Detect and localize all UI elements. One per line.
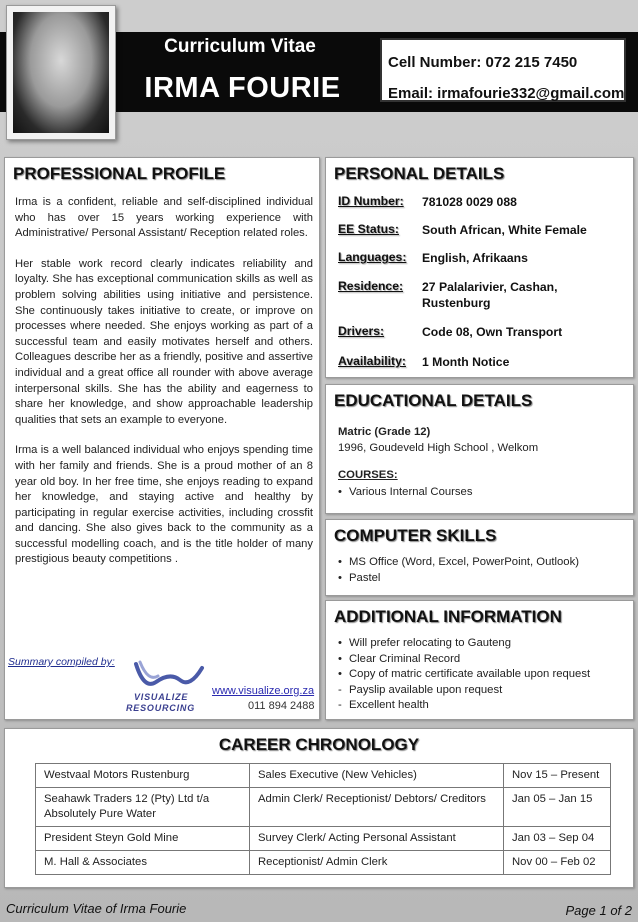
career-period: Nov 00 – Feb 02 [504,851,611,875]
table-row [36,851,611,875]
agency-phone: 011 894 2488 [248,700,315,712]
cell-number: Cell Number: 072 215 7450 [388,54,578,71]
personal-details-panel [325,157,634,378]
id-label: ID Number: [338,194,404,208]
profile-paragraph-3: Irma is a well balanced individual who enjoys spending time with her family and friends. She is a proud mother of an 8 year old boy. In her free time, she enjoys reading to expand her knowledge, and staying active and healthy by participating in regular exercise activities, including crossfit and dancing. She also gives back to the community as a successful modelling coach, and is the title holder of many prestigious beauty competitions . [15,444,313,566]
footer-document-title: Curriculum Vitae of Irma Fourie [6,901,187,916]
career-period: Jan 03 – Sep 04 [504,827,611,851]
education-qualification: Matric (Grade 12) [338,426,431,438]
footer-page-number: Page 1 of 2 [565,903,632,918]
logo-text-resourcing: RESOURCING [126,703,196,713]
availability-label: Availability: [338,354,406,368]
professional-profile-panel [4,157,320,720]
career-company: President Steyn Gold Mine [36,827,250,851]
profile-paragraph-1: Irma is a confident, reliable and self-disciplined individual who has over 15 years working experience with Administrative/ Personal Assistant/ Reception related roles. [15,196,313,240]
list-item: - Excellent health [338,699,429,712]
residence-line-1: 27 Palalarivier, Cashan, [422,280,558,294]
cv-label: Curriculum Vitae [164,36,316,57]
residence-line-2: Rustenburg [422,296,491,310]
career-period: Nov 15 – Present [504,764,611,788]
career-title: CAREER CHRONOLOGY [218,735,420,754]
career-company: Westvaal Motors Rustenburg [36,764,250,788]
residence-label: Residence: [338,279,404,293]
career-chronology-panel [4,728,634,888]
computer-title: COMPUTER SKILLS [334,526,497,545]
email-address: Email: irmafourie332@gmail.com [388,85,625,102]
personal-title: PERSONAL DETAILS [334,164,505,183]
education-school: 1996, Goudeveld High School , Welkom [338,442,539,454]
ee-label: EE Status: [338,222,399,236]
profile-photo-frame [6,5,116,140]
languages-label: Languages: [338,250,407,264]
logo-text-visualize: VISUALIZE [134,692,189,702]
list-item: • Clear Criminal Record [338,652,461,665]
availability-value: 1 Month Notice [422,355,510,369]
list-item: • Pastel [338,571,381,584]
courses-list [338,485,473,501]
career-period: Jan 05 – Jan 15 [504,788,611,827]
residence-value [422,279,558,311]
id-value: 781028 0029 088 [422,195,517,209]
additional-information-panel [325,600,634,720]
career-role: Admin Clerk/ Receptionist/ Debtors/ Creditors [250,788,504,827]
table-row [36,827,611,851]
drivers-value: Code 08, Own Transport [422,325,563,339]
website-link[interactable]: www.visualize.org.za [212,685,315,697]
profile-title: PROFESSIONAL PROFILE [13,164,226,183]
ee-value: South African, White Female [422,223,587,237]
courses-label: COURSES: [338,469,398,481]
educational-details-panel [325,384,634,514]
list-item: • Will prefer relocating to Gauteng [338,637,512,649]
career-role: Survey Clerk/ Acting Personal Assistant [250,827,504,851]
career-table [35,763,611,875]
table-row [36,764,611,788]
list-item: • Copy of matric certificate available upon request [338,668,591,681]
career-role: Sales Executive (New Vehicles) [250,764,504,788]
career-company: Seahawk Traders 12 (Pty) Ltd t/a Absolutely Pure Water [36,788,250,827]
list-item: • MS Office (Word, Excel, PowerPoint, Outlook) [338,556,579,568]
profile-text [15,195,313,583]
contact-box [380,38,626,102]
computer-skills-list [338,555,579,586]
profile-photo [13,12,109,133]
additional-title: ADDITIONAL INFORMATION [334,607,562,626]
logo-wave-icon [130,660,206,692]
summary-compiled-by: Summary compiled by: [8,656,115,668]
languages-value: English, Afrikaans [422,251,528,265]
candidate-name: IRMA FOURIE [144,72,341,104]
profile-paragraph-2: Her stable work record clearly indicates reliability and loyalty. She has exceptional communication skills as well as problem solving abilities using initiative and persistence. She continuously takes initiative to create, or improve on processes where needed. She enjoys working as part of a successful team and easily motivates herself and others. Colleagues describe her as a friendly, positive and assertive individual and a great office all rounder with above average interpersonal skills. She has the ability and eagerness to share her knowledge, and show approachable leadership qualities that sets an example to everyone. [15,257,313,426]
visualize-resourcing-logo [122,660,208,716]
table-row [36,788,611,827]
career-role: Receptionist/ Admin Clerk [250,851,504,875]
computer-skills-panel [325,519,634,596]
list-item: - Payslip available upon request [338,683,503,696]
additional-list [338,636,590,714]
list-item: • Various Internal Courses [338,486,473,498]
career-company: M. Hall & Associates [36,851,250,875]
drivers-label: Drivers: [338,324,385,338]
education-title: EDUCATIONAL DETAILS [334,391,533,410]
